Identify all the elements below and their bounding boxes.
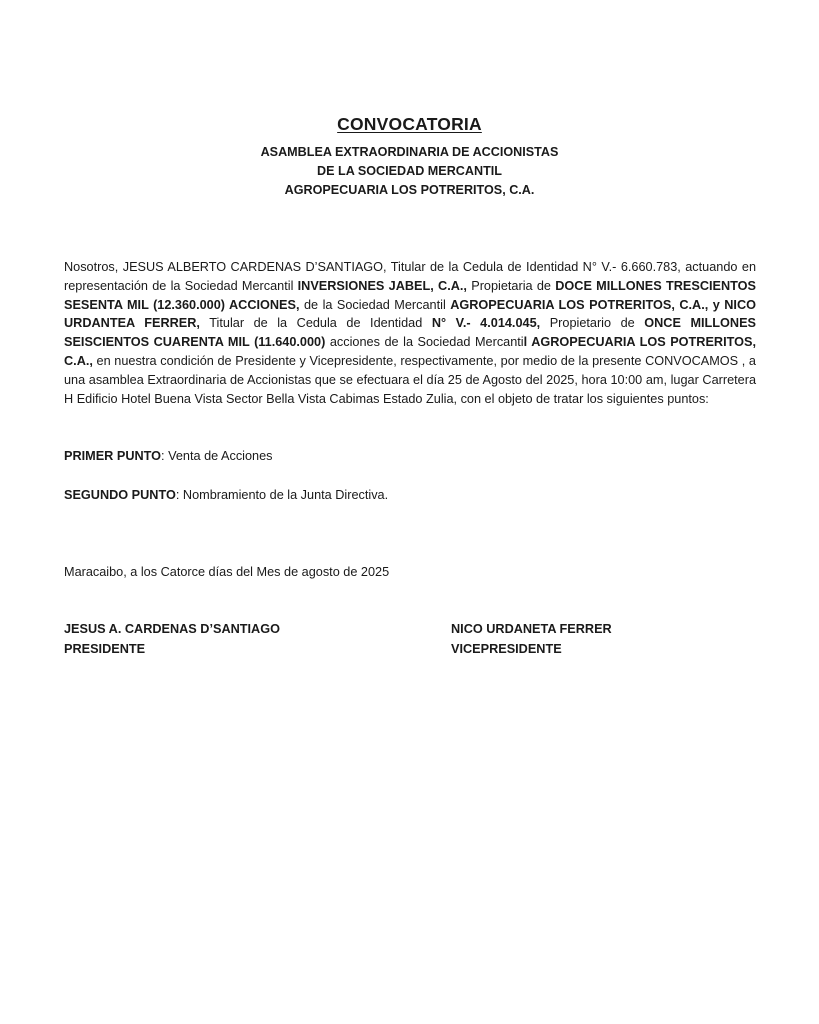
body-text-segment: acciones de la Sociedad Mercanti (325, 335, 524, 350)
body-bold-segment: ONCE MILLONES SEISCIENTOS CUARENTA MIL (11.640.000) (64, 316, 756, 350)
body-bold-segment: INVERSIONES JABEL, C.A., (297, 278, 467, 293)
agenda-point-label: SEGUNDO PUNTO (64, 488, 176, 502)
subtitle-line: DE LA SOCIEDAD MERCANTIL (317, 164, 502, 178)
body-text-segment: en nuestra condición de Presidente y Vicepresidente, respectivamente, por medio de la presente CONVOCAMOS , a una asamblea Extraordinaria de Accionistas que se efectuara el día 25 de Agosto del 2025, hora 10:00 am, lugar Carretera H Edificio Hotel Buena Vista Sector Bella Vista Cabimas Estado Zulia, con el objeto de tratar los siguientes puntos: (64, 353, 756, 406)
signatory-name: NICO URDANETA FERRER (451, 622, 612, 636)
agenda-point-text: : Nombramiento de la Junta Directiva. (175, 488, 389, 502)
document-title: CONVOCATORIA (337, 114, 482, 134)
body-text-segment: Propietario de (540, 316, 645, 331)
body-text-segment: Nosotros, JESUS ALBERTO CARDENAS D’SANTIAGO, Titular de la Cedula de Identidad N° V.- 6.660.783, actuando en representación de la Sociedad Mercantil (64, 260, 756, 293)
subtitle-line: AGROPECUARIA LOS POTRERITOS, C.A. (284, 183, 535, 197)
place-date: Maracaibo, a los Catorce días del Mes de agosto de 2025 (64, 565, 390, 579)
document-subtitle (0, 143, 819, 200)
signatory-name: JESUS A. CARDENAS D’SANTIAGO (64, 622, 280, 636)
body-text-segment: de la Sociedad Mercantil (299, 297, 451, 312)
signature-block-vicepresident (451, 620, 612, 659)
signatory-role: VICEPRESIDENTE (451, 641, 562, 656)
signatory-role: PRESIDENTE (64, 641, 146, 656)
body-paragraph (64, 258, 756, 408)
signature-block-president (64, 620, 280, 659)
body-bold-segment: l AGROPECUARIA LOS POTRERITOS, C.A., (64, 335, 756, 368)
agenda-point-label: PRIMER PUNTO (64, 449, 162, 463)
body-text-segment: Titular de la Cedula de Identidad (199, 316, 432, 331)
body-bold-segment: AGROPECUARIA LOS POTRERITOS, C.A., y NICO URDANTEA FERRER, (64, 297, 756, 331)
subtitle-line: ASAMBLEA EXTRAORDINARIA DE ACCIONISTAS (260, 145, 559, 159)
agenda-point-first (64, 447, 756, 466)
body-bold-segment: N° V.- 4.014.045, (431, 316, 541, 331)
agenda-point-second (64, 486, 756, 505)
body-bold-segment: DOCE MILLONES TRESCIENTOS SESENTA MIL (12.360.000) ACCIONES, (64, 278, 757, 312)
body-text-segment: Propietaria de (466, 278, 556, 293)
agenda-point-text: : Venta de Acciones (161, 449, 273, 463)
